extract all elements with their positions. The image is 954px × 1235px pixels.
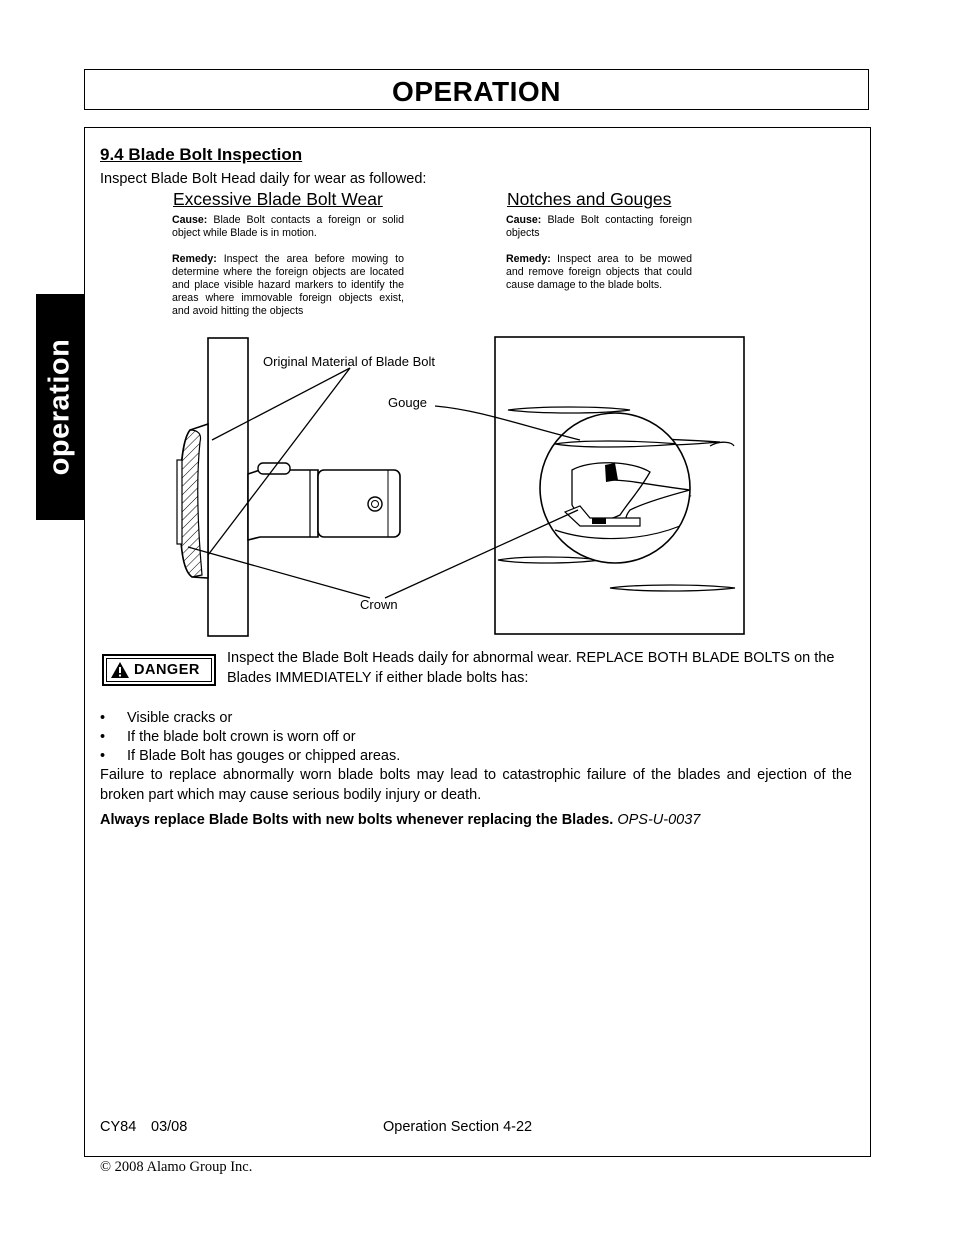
left-remedy [172,253,404,318]
blade-bolt-diagram [160,330,760,642]
failure-warning: Failure to replace abnormally worn blade bolts may lead to catastrophic failure of the blades and ejection of the broken part which may cause serious bodily injury or death. [100,767,852,803]
bolt-shank [248,470,318,540]
bullet-text: If Blade Bolt has gouges or chipped areas. [127,748,401,764]
groove [508,407,630,413]
left-remedy-text: Inspect the area before mowing to determine where the foreign objects are located and place visible hazard markers to identify the areas where immovable foreign objects exist, and avoid hitting the objects [172,253,404,317]
bullet-marker: • [100,729,106,745]
label-crown: Crown [360,597,398,612]
page-header-title: OPERATION [392,76,561,107]
right-cause-text: Blade Bolt contacting foreign objects [506,214,692,239]
right-remedy-text: Inspect area to be mowed and remove foreign objects that could cause damage to the blade bolts. [506,253,692,291]
always-replace-bold: Always replace Blade Bolts with new bolts whenever replacing the Blades. [100,812,614,828]
side-tab-label: operation [43,338,76,476]
left-cause-text: Blade Bolt contacts a foreign or solid object while Blade is in motion. [172,214,404,239]
danger-label: DANGER [134,662,200,678]
section-title: 9.4 Blade Bolt Inspection [100,145,303,164]
right-cause-label: Cause: [506,214,542,226]
footer-model: CY84 [100,1119,137,1135]
ops-code: OPS-U-0037 [613,812,701,828]
right-remedy [506,253,692,292]
bullet-marker: • [100,710,106,726]
copyright: © 2008 Alamo Group Inc. [100,1159,253,1175]
bullet-text: If the blade bolt crown is worn off or [127,729,356,745]
danger-text: Inspect the Blade Bolt Heads daily for abnormal wear. REPLACE BOTH BLADE BOLTS on the Blades IMMEDIATELY if either blade bolts has: [227,650,835,686]
left-cause [172,214,404,240]
groove [498,557,600,563]
left-cause-label: Cause: [172,214,208,226]
blade-plate [208,338,248,636]
bolt-head-edge [177,460,182,544]
label-gouge: Gouge [388,395,428,410]
bullet-text: Visible cracks or [127,710,233,726]
left-remedy-label: Remedy: [172,253,217,265]
section-intro: Inspect Blade Bolt Head daily for wear as followed: [100,171,427,187]
footer-section: Operation Section 4-22 [383,1119,533,1135]
always-replace-note [100,812,700,828]
left-column-title: Excessive Blade Bolt Wear [173,189,383,209]
danger-badge [102,654,216,686]
warning-triangle-icon [110,661,130,679]
right-remedy-label: Remedy: [506,253,551,265]
header-box [84,69,869,110]
right-column-title: Notches and Gouges [507,189,672,209]
bullet-marker: • [100,748,106,764]
right-cause [506,214,692,240]
footer-date: 03/08 [151,1119,188,1135]
label-original-material: Original Material of Blade Bolt [263,354,435,369]
groove [610,585,735,591]
side-tab [36,294,84,520]
